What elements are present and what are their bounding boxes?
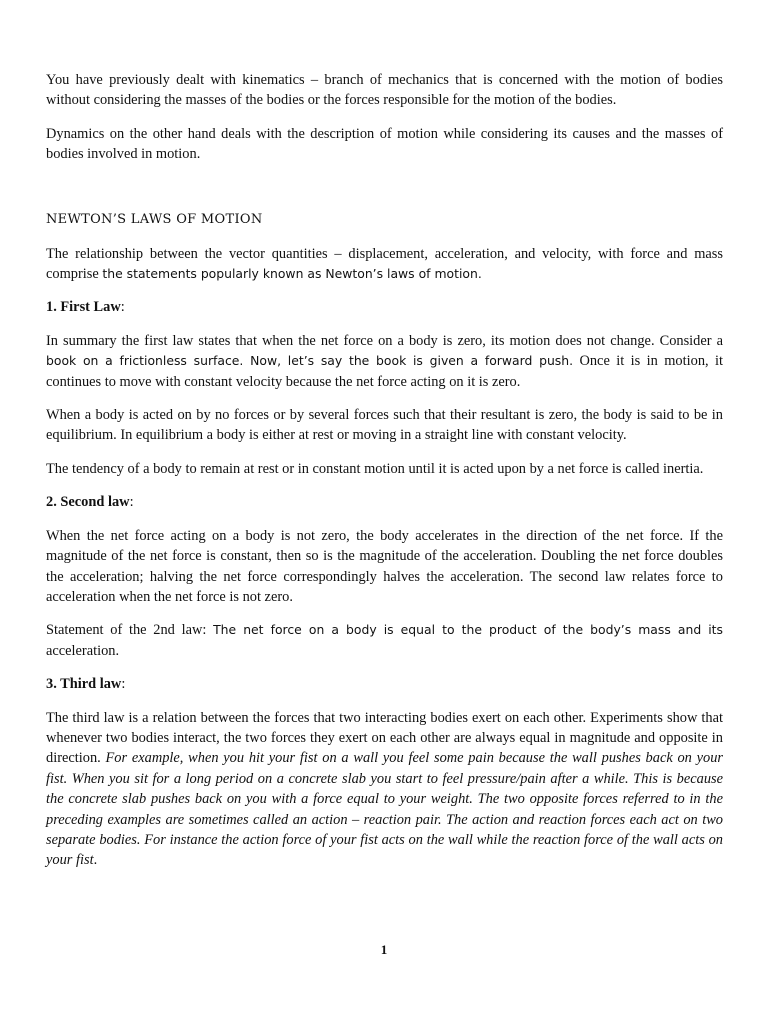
third-law-example-text: For example, when you hit your fist on a wall you feel some pain because the wall pushes back on your fist. When you sit for a long period on a concrete slab you start to feel pressure/pain after a while. This is because the concrete slab pushes back on you with a force equal to your weight. The two opposite forces referred to in the preceding examples are sometimes called an action – reaction pair. The action and reaction forces each act on two separate bodies. For instance the action force of your fist acts on the wall while the reaction force of the wall acts on your fist xyxy=(46,750,724,869)
section-intro-text: The relationship between the vector quantities – displacement, acceleration, and velocity, with force and mass comprise xyxy=(46,245,723,283)
third-law-paragraph xyxy=(46,708,723,871)
third-law-text-end: . xyxy=(93,852,98,869)
section-spacer xyxy=(46,178,723,210)
second-law-paragraph-description: When the net force acting on a body is not zero, the body accelerates in the direction of the net force. If the magnitude of the net force is constant, then so is the magnitude of the acceleration. Doubling the net force doubles the acceleration; halving the net force correspondingly halves the acceleration. The second law relates force to acceleration when the net force is not zero. xyxy=(46,527,723,605)
first-law-paragraph-summary xyxy=(46,331,723,392)
first-law-summary-text-sans: book on a frictionless surface. Now, let’s say the book is given a forward push. xyxy=(46,353,574,369)
first-law-paragraph-inertia: The tendency of a body to remain at rest or in constant motion until it is acted upon by a net force is called inertia. xyxy=(46,460,704,477)
first-law-paragraph-equilibrium: When a body is acted on by no forces or by several forces such that their resultant is zero, the body is said to be in equilibrium. In equilibrium a body is either at rest or moving in a straight line with constant velocity. xyxy=(46,407,723,444)
document-page xyxy=(46,70,723,884)
section-heading: NEWTON’S LAWS OF MOTION xyxy=(46,211,263,227)
first-law-title-text: 1. First Law xyxy=(46,299,121,316)
first-law-summary-text-a: In summary the first law states that when the net force on a body is zero, its motion does not change. Consider a xyxy=(46,332,723,349)
second-law-title-text: 2. Second law xyxy=(46,494,130,511)
third-law-text: The third law is a relation between the forces that two interacting bodies exert on each other. Experiments show that whenever two bodies interact, the two forces they exert on each other are always equal in magnitude and opposite in direction. xyxy=(46,709,723,767)
intro-paragraph-dynamics: Dynamics on the other hand deals with the description of motion while considering its causes and the masses of bodies involved in motion. xyxy=(46,125,723,163)
intro-paragraph-kinematics: You have previously dealt with kinematics – branch of mechanics that is concerned with the motion of bodies without considering the masses of the bodies or the forces responsible for the motion of the bodies. xyxy=(46,72,723,109)
second-law-statement-tail: acceleration. xyxy=(46,642,120,659)
second-law-title-colon: : xyxy=(129,494,134,511)
third-law-title-colon: : xyxy=(121,676,126,693)
third-law-title-text: 3. Third law xyxy=(46,676,122,693)
first-law-title xyxy=(46,297,723,317)
third-law-title xyxy=(46,674,723,694)
second-law-statement-label: Statement of the 2nd law: xyxy=(46,622,214,639)
page-number: 1 xyxy=(380,942,388,957)
second-law-paragraph-statement xyxy=(46,620,723,661)
first-law-title-colon: : xyxy=(120,299,125,316)
section-intro-paragraph xyxy=(46,244,723,285)
second-law-statement-text: The net force on a body is equal to the product of the body’s mass and its xyxy=(213,622,723,638)
first-law-summary-text-c: Once it is in motion, it continues to move with constant velocity because the net force acting on it is zero. xyxy=(46,353,724,390)
section-intro-text-sans: the statements popularly known as Newton’s laws of motion. xyxy=(102,266,482,282)
second-law-title xyxy=(46,492,723,512)
